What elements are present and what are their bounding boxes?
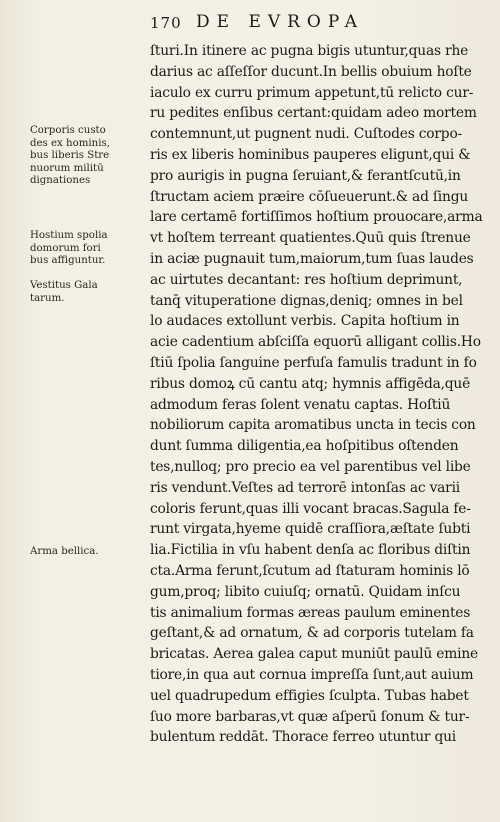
margin-note-spoils bbox=[30, 230, 108, 268]
text-line: ru pedites enſibus certant:quidam adeo mortem bbox=[150, 105, 477, 122]
margin-note-line: tarum. bbox=[30, 292, 65, 304]
text-line: ſuo more barbaras,vt quæ aſperū ſonum & tur- bbox=[150, 708, 470, 725]
text-line: ſtructam aciem præire cōſueuerunt.& ad ſingu bbox=[150, 188, 469, 205]
text-line: runt virgata,hyeme quidē craſſiora,æſtate ſubti bbox=[150, 521, 471, 538]
text-line: acie cadentium abſciſſa equorū alligant collis.Ho bbox=[150, 334, 481, 351]
text-line: lo audaces extollunt verbis. Capita hoſtium in bbox=[150, 313, 460, 330]
text-line: ac uirtutes decantant: res hoſtium deprimunt, bbox=[150, 271, 463, 288]
margin-note-line: Corporis custo bbox=[30, 125, 106, 136]
text-line: tis animalium formas æreas paulum eminentes bbox=[150, 604, 471, 621]
text-line: gum,proq; libito cuiuſq; ornatū. Quidam inſcu bbox=[150, 583, 461, 600]
text-line: admodum feras ſolent venatu captas. Hoſtiū bbox=[150, 396, 451, 413]
text-line: iaculo ex curru primum appetunt,tū relicto cur- bbox=[150, 84, 474, 101]
page-number: 170 bbox=[150, 14, 182, 32]
text-line: pro aurigis in pugna ſeruiant,& ferantſcutū,in bbox=[150, 167, 461, 184]
text-line: tes,nulloq; pro precio ea vel parentibus vel libe bbox=[150, 458, 471, 475]
text-line: darius ac aſſeſſor ducunt.In bellis obuium hoſte bbox=[150, 63, 472, 80]
text-line: coloris ferunt,quas illi vocant bracas.Sagula fe- bbox=[150, 500, 471, 517]
text-line: ris vendunt.Veſtes ad terrorē intonſas ac varii bbox=[150, 479, 461, 496]
margin-note-line: des ex hominis, bbox=[30, 137, 110, 149]
margin-note-line: Vestitus Gala bbox=[30, 280, 98, 291]
text-line: in aciæ pugnauit tum,maiorum,tum ſuas laudes bbox=[150, 250, 474, 267]
page-header bbox=[0, 12, 500, 36]
text-line: ris ex liberis hominibus pauperes eligunt,qui & bbox=[150, 146, 471, 163]
text-line: vt hoſtem terreant quatientes.Quū quis ſtrenue bbox=[150, 230, 471, 247]
margin-note-bodyguards bbox=[30, 125, 110, 188]
margin-note-line: dignationes bbox=[30, 175, 91, 187]
text-line: ribus domoꝝ cū cantu atq; hymnis affigēda,quē bbox=[150, 375, 471, 392]
text-line: ſtiū ſpolia ſanguine perfuſa famulis tradunt in fo bbox=[150, 354, 477, 371]
text-line: ſturi.In itinere ac pugna bigis utuntur,quas rhe bbox=[150, 43, 469, 59]
margin-note-line: domorum fori bbox=[30, 242, 101, 254]
text-line: contemnunt,ut pugnent nudi. Cuſtodes corpo- bbox=[150, 126, 463, 143]
margin-note-clothing bbox=[30, 280, 98, 305]
margin-note-line: Arma bellica. bbox=[30, 546, 99, 557]
text-line: tanq̄ vituperatione dignas,deniq; omnes in bel bbox=[150, 292, 463, 309]
margin-note-weapons bbox=[30, 546, 99, 559]
running-title: DE EVROPA bbox=[196, 12, 365, 32]
text-line: lia.Fictilia in vſu habent denſa ac floribus diſtin bbox=[150, 542, 471, 559]
text-line: tiore,in qua aut cornua impreſſa ſunt,aut auium bbox=[150, 666, 474, 683]
text-line: nobiliorum capita aromatibus uncta in tecis con bbox=[150, 417, 476, 434]
text-line: cta.Arma ferunt,ſcutum ad ſtaturam hominis lō bbox=[150, 562, 470, 579]
text-line: geſtant,& ad ornatum, & ad corporis tutelam fa bbox=[150, 625, 474, 642]
margin-note-line: bus affiguntur. bbox=[30, 255, 106, 267]
text-line: lare certamē fortiſſimos hoſtium prouocare,arma bbox=[150, 209, 483, 226]
margin-note-line: nuorum militū bbox=[30, 162, 104, 174]
margin-note-line: Hostium spolia bbox=[30, 230, 108, 241]
text-line: bulentum reddāt. Thorace ferreo utuntur qui bbox=[150, 729, 457, 746]
margin-note-line: bus liberis Stre bbox=[30, 150, 110, 162]
text-line: uel quadrupedum effigies ſculpta. Tubas habet bbox=[150, 687, 469, 704]
main-text-block bbox=[150, 41, 488, 748]
text-line: dunt ſumma diligentia,ea hoſpitibus oſtenden bbox=[150, 438, 459, 455]
text-line: bricatas. Aerea galea caput muniūt paulū emine bbox=[150, 646, 478, 663]
